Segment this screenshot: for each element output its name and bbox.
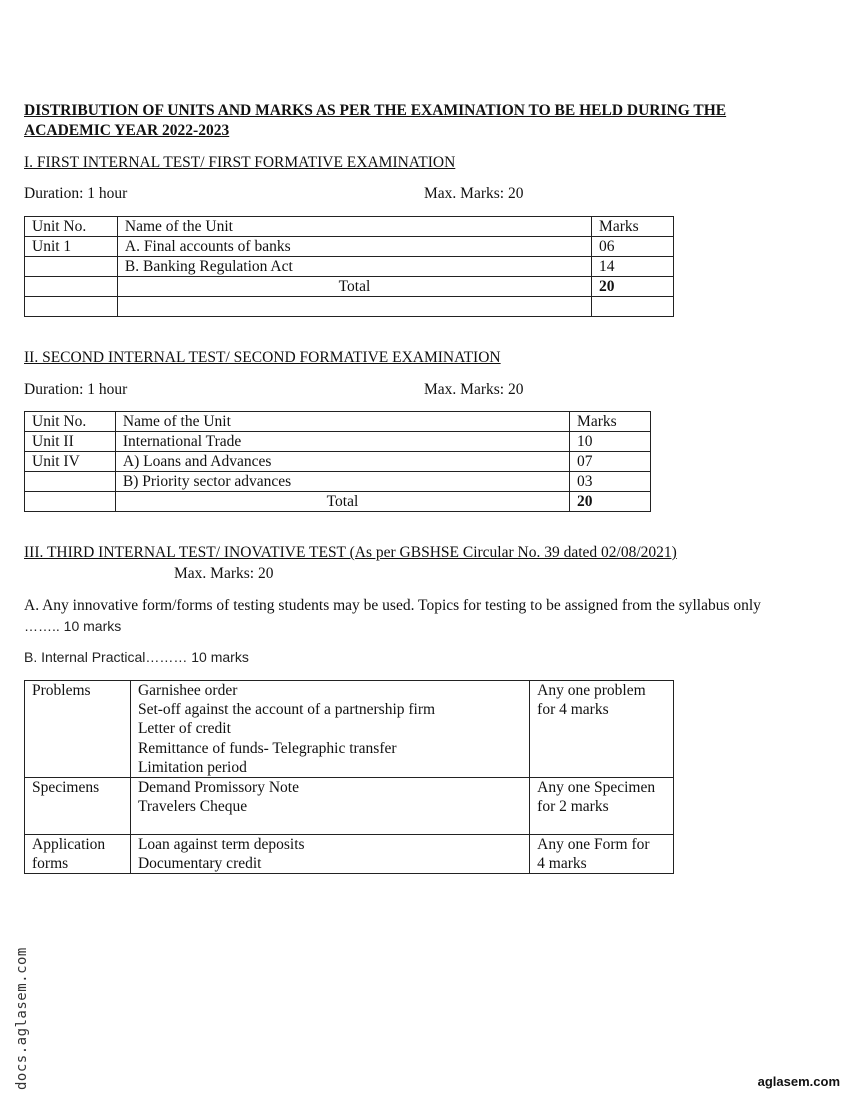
part-a-marks: …….. 10 marks [24,618,122,634]
section-2-title: II. SECOND INTERNAL TEST/ SECOND FORMATIVE EXAMINATION [24,349,501,366]
marks-line: Any one problem [537,682,646,699]
table-row [25,452,651,472]
section-1-table [24,216,674,317]
table-row [25,432,651,452]
section-2-table [24,411,651,512]
total-row [25,492,651,512]
table-row [25,237,674,257]
items-cell [130,681,529,778]
section-1-duration: Duration: 1 hour [24,185,128,202]
marks-line: for 4 marks [537,701,609,719]
list-item: Letter of credit [137,720,231,738]
list-item: Garnishee order [137,682,238,699]
marks-line: for 2 marks [537,798,609,816]
unit-name-cell: B) Priority sector advances [115,472,569,492]
table-row [25,778,674,835]
category-line: forms [32,855,69,873]
unit-no-cell [25,257,118,277]
part-b-text: B. Internal Practical……… 10 marks [24,649,249,665]
unit-no-cell [25,472,116,492]
marks-cell: 14 [592,257,674,277]
marks-line: 4 marks [537,855,587,873]
unit-name-cell: A. Final accounts of banks [117,237,591,257]
marks-cell [530,681,674,778]
category-cell: Problems [25,681,131,778]
watermark-text: docs.aglasem.com [14,947,30,1090]
header-unit-no: Unit No. [25,412,116,432]
marks-line: Any one Specimen [537,779,656,797]
footer-brand[interactable]: aglasem.com [757,1074,840,1089]
total-label: Total [117,277,591,297]
list-item: Documentary credit [137,855,262,873]
document-heading: DISTRIBUTION OF UNITS AND MARKS AS PER THE EXAMINATION TO BE HELD DURING THE ACADEMIC YEAR 2022-2023 [24,102,727,139]
unit-no-cell: Unit II [25,432,116,452]
header-unit-no: Unit No. [25,217,118,237]
table-row [25,257,674,277]
list-item: Remittance of funds- Telegraphic transfer [137,739,397,757]
items-cell [130,778,529,835]
category-line: Application [32,836,106,854]
section-3-max-marks: Max. Marks: 20 [174,565,274,582]
header-unit-name: Name of the Unit [115,412,569,432]
marks-line: Any one Form for [537,836,650,854]
header-marks: Marks [570,412,651,432]
part-a-text: A. Any innovative form/forms of testing students may be used. Topics for testing to be assigned from the syllabus only [24,597,761,614]
section-1-title: I. FIRST INTERNAL TEST/ FIRST FORMATIVE EXAMINATION [24,154,456,171]
header-unit-name: Name of the Unit [117,217,591,237]
marks-cell: 07 [570,452,651,472]
total-row [25,277,674,297]
table-header-row [25,412,651,432]
section-3-title: III. THIRD INTERNAL TEST/ INOVATIVE TEST (As per GBSHSE Circular No. 39 dated 02/08/2021) [24,544,677,561]
practical-table [24,680,674,874]
section-2-duration: Duration: 1 hour [24,381,128,398]
empty-row [25,297,674,317]
total-value: 20 [592,277,674,297]
unit-name-cell: International Trade [115,432,569,452]
table-row [25,681,674,778]
unit-no-cell: Unit IV [25,452,116,472]
list-item: Limitation period [137,758,247,776]
list-item: Set-off against the account of a partnership firm [137,701,436,719]
table-row [25,472,651,492]
unit-no-cell: Unit 1 [25,237,118,257]
list-item: Travelers Cheque [137,798,248,816]
table-header-row [25,217,674,237]
unit-name-cell: B. Banking Regulation Act [117,257,591,277]
marks-cell: 06 [592,237,674,257]
category-cell [25,835,131,874]
list-item: Demand Promissory Note [137,779,299,797]
category-cell: Specimens [25,778,131,835]
unit-name-cell: A) Loans and Advances [115,452,569,472]
marks-cell: 10 [570,432,651,452]
section-2-max-marks: Max. Marks: 20 [424,381,524,398]
list-item: Loan against term deposits [137,836,305,854]
total-value: 20 [570,492,651,512]
marks-cell [530,835,674,874]
table-row [25,835,674,874]
marks-cell [530,778,674,835]
header-marks: Marks [592,217,674,237]
marks-cell: 03 [570,472,651,492]
section-1-max-marks: Max. Marks: 20 [424,185,524,202]
items-cell [130,835,529,874]
total-label: Total [115,492,569,512]
